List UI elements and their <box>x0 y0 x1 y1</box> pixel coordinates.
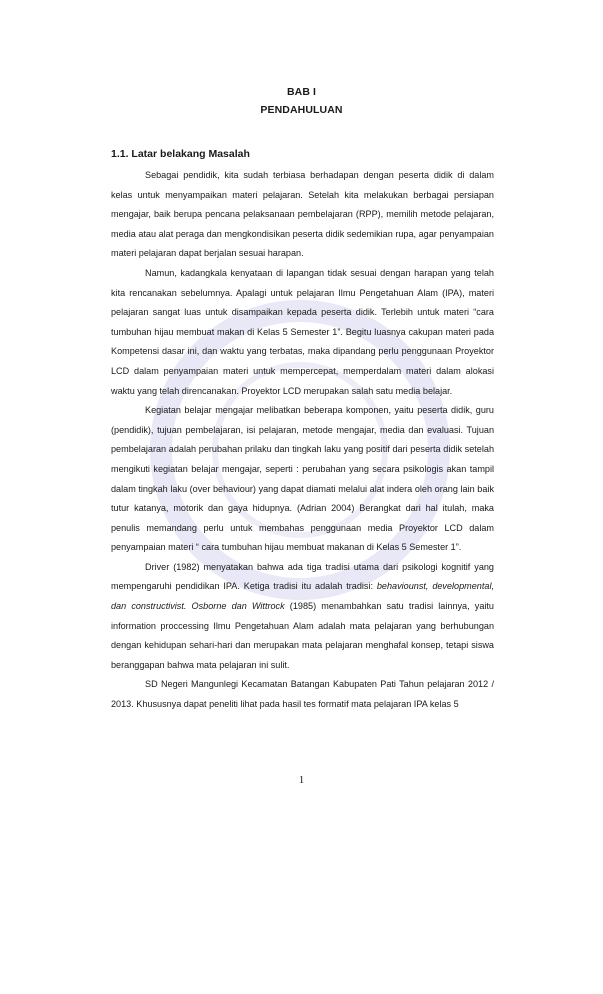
page-number: 1 <box>298 774 305 786</box>
section-heading: 1.1. Latar belakang Masalah <box>111 148 250 160</box>
paragraph-text: Sebagai pendidik, kita sudah terbiasa berhadapan dengan peserta didik di dalam kelas untuk menyampaikan materi pelajaran. Setelah kita melakukan berbagai persiapan mengajar, baik berupa pencana pelaksanaan pembelajaran (RPP), memilih metode pelajaran, media atau alat peraga dan mengkondisikan peserta didik sedemikian rupa, agar penyampaian materi pelajaran dapat berjalan sesuai harapan. <box>111 170 494 259</box>
paragraph-text: Kegiatan belajar mengajar melibatkan beberapa komponen, yaitu peserta didik, guru (pendidik), tujuan pembelajaran, isi pelajaran, metode mengajar, media dan evaluasi. Tujuan pembelajaran adalah perubahan prilaku dan tingkah laku yang positif dari peserta didik setelah mengikuti kegiatan belajar mengajar, seperti : perubahan yang secara psikologis akan tampil dalam tingkah laku (over behaviour) yang dapat diamati melalui alat indera oleh orang lain baik tutur katanya, motorik dan gaya hidupnya. (Adrian 2004) Berangkat dari hal itulah, maka penulis memandang perlu untuk membahas penggunaan media Proyektor LCD dalam penyampaian materi “ cara tumbuhan hijau membuat makanan di Kelas 5 Semester 1”. <box>111 405 494 553</box>
chapter-label: BAB I <box>286 86 317 98</box>
paragraph-text: (1985) menambahkan satu tradisi lainnya, yaitu information proccessing Ilmu Pengetahuan Alam adalah mata pelajaran yang berhubungan dengan kehidupan sehari-hari dan merupakan mata pelajaran menghafal konsep, tetapi siswa beranggapan bahwa mata pelajaran ini sulit. <box>111 601 494 670</box>
paragraph <box>111 401 494 558</box>
paragraph <box>111 558 494 676</box>
paragraph <box>111 264 494 401</box>
paragraph <box>111 166 494 264</box>
paragraph-text: Driver (1982) menyatakan bahwa ada tiga tradisi utama dari psikologi kognitif yang mempengaruhi pendidikan IPA. Ketiga tradisi itu adalah tradisi: <box>111 561 494 592</box>
body-text <box>111 166 494 715</box>
paragraph-text: SD Negeri Mangunlegi Kecamatan Batangan Kabupaten Pati Tahun pelajaran 2012 / 2013. Khususnya dapat peneliti lihat pada hasil tes formatif mata pelajaran IPA kelas 5 <box>111 679 494 710</box>
paragraph-italic-text: behaviounst, developmental, dan constructivist. Osborne dan Wittrock <box>111 581 494 612</box>
paragraph-text: Namun, kadangkala kenyataan di lapangan tidak sesuai dengan harapan yang telah kita rencanakan sebelumnya. Apalagi untuk pelajaran Ilmu Pengetahuan Alam (IPA), materi pelajaran sangat luas untuk disampaikan kepada peserta didik. Terlebih untuk materi “cara tumbuhan hijau membuat makan di Kelas 5 Semester 1”. Begitu luasnya cakupan materi pada Kompetensi dasar ini, dan waktu yang terbatas, maka dipandang perlu penggunaan Proyektor LCD dalam penyampaian materi untuk mempercepat, memperdalam materi dalam alokasi waktu yang telah direncanakan. Proyektor LCD merupakan salah satu media belajar. <box>111 267 494 396</box>
chapter-title: PENDAHULUAN <box>260 104 343 116</box>
paragraph <box>111 675 494 714</box>
